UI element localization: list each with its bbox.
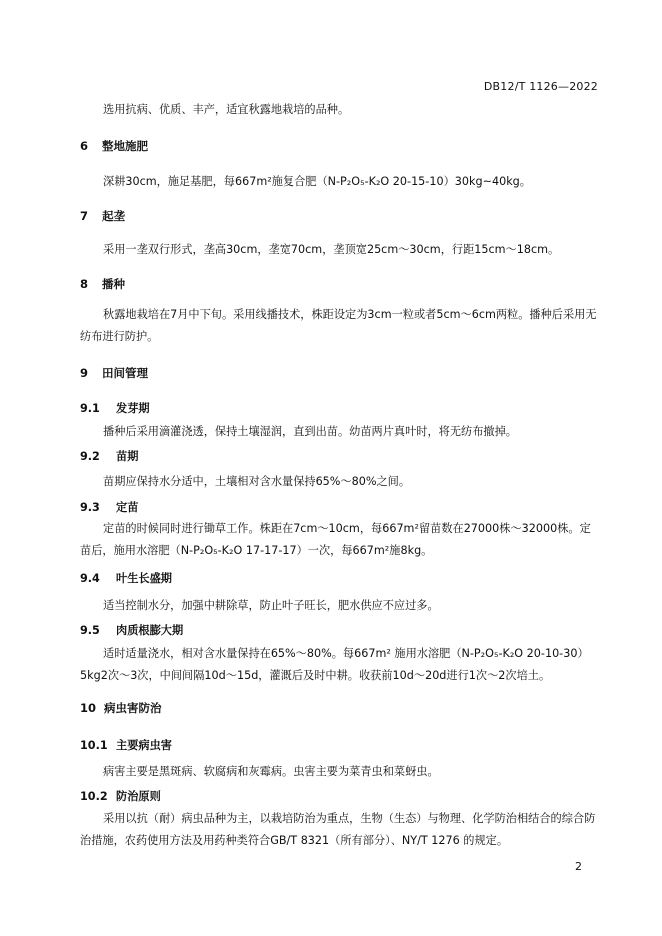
section-title: 叶生长盛期 [116, 572, 172, 585]
section-number: 8 [80, 277, 89, 291]
section-title: 苗期 [116, 450, 139, 463]
section-title: 发芽期 [116, 402, 150, 415]
section-title: 起垄 [102, 209, 125, 223]
section-9-5-paragraph: 适时适量浇水，相对含水量保持在65%～80%。每667m² 施用水溶肥（N-P₂O₅-K₂O 20-10-30）5kg2次～3次，中间间隔10d～15d，灌溉后及时中耕。收获前10d～20d进行1次～2次培土。 [80, 647, 589, 682]
page-number: 2 [575, 860, 582, 873]
section-8-paragraph: 秋露地栽培在7月中下旬。采用线播技术，株距设定为3cm一粒或者5cm～6cm两粒。播种后采用无纺布进行防护。 [80, 308, 597, 343]
section-number: 10 [80, 701, 97, 715]
section-title: 田间管理 [102, 366, 148, 380]
section-9-2-paragraph: 苗期应保持水分适中，土壤相对含水量保持65%～80%之间。 [103, 475, 411, 488]
section-number: 9.3 [80, 501, 100, 514]
section-title: 病虫害防治 [104, 701, 162, 715]
section-9-3-paragraph: 定苗的时候同时进行锄草工作。株距在7cm～10cm，每667m²留苗数在27000株～32000株。定苗后，施用水溶肥（N-P₂O₅-K₂O 17-17-17）一次，每667m²施8kg。 [80, 522, 591, 557]
section-7-paragraph: 采用一垄双行形式，垄高30cm，垄宽70cm，垄顶宽25cm～30cm，行距15cm～18cm。 [103, 243, 560, 256]
section-9-3-heading [80, 499, 138, 515]
section-title: 防治原则 [116, 790, 161, 803]
section-number: 9 [80, 366, 89, 380]
section-10-2-heading [80, 788, 161, 804]
section-number: 9.4 [80, 572, 100, 585]
section-title: 定苗 [116, 501, 139, 514]
section-9-2-heading [80, 448, 138, 464]
section-10-heading [80, 700, 162, 716]
section-title: 肉质根膨大期 [116, 624, 184, 637]
section-9-1-heading [80, 400, 150, 416]
section-title: 播种 [102, 277, 125, 291]
section-10-1-heading [80, 737, 172, 753]
section-number: 10.2 [80, 790, 108, 803]
section-9-heading [80, 365, 148, 381]
section-number: 9.1 [80, 402, 100, 415]
section-9-1-paragraph: 播种后采用滴灌浇透，保持土壤湿润，直到出苗。幼苗两片真叶时，将无纺布撤掉。 [103, 425, 517, 438]
section-6-heading [80, 138, 148, 154]
section-number: 9.5 [80, 624, 100, 637]
section-9-4-heading [80, 570, 172, 586]
standard-number: DB12/T 1126—2022 [483, 80, 598, 93]
section-number: 6 [80, 139, 89, 153]
intro-paragraph: 选用抗病、优质、丰产，适宜秋露地栽培的品种。 [103, 103, 350, 116]
section-title: 整地施肥 [102, 139, 148, 153]
section-number: 7 [80, 209, 89, 223]
section-9-5-heading [80, 622, 183, 638]
section-6-paragraph: 深耕30cm，施足基肥，每667m²施复合肥（N-P₂O₅-K₂O 20-15-10）30kg~40kg。 [103, 175, 531, 188]
section-10-2-paragraph: 采用以抗（耐）病虫品种为主，以栽培防治为重点，生物（生态）与物理、化学防治相结合的综合防治措施，农药使用方法及用药种类符合GB/T 8321（所有部分）、NY/T 1276 的规定。 [80, 812, 596, 847]
section-title: 主要病虫害 [116, 739, 172, 752]
section-10-1-paragraph: 病害主要是黑斑病、软腐病和灰霉病。虫害主要为菜青虫和菜蚜虫。 [103, 765, 439, 778]
section-number: 10.1 [80, 739, 108, 752]
section-9-4-paragraph: 适当控制水分，加强中耕除草，防止叶子旺长，肥水供应不应过多。 [103, 599, 439, 612]
section-number: 9.2 [80, 450, 100, 463]
section-7-heading [80, 208, 125, 224]
section-8-heading [80, 276, 125, 292]
